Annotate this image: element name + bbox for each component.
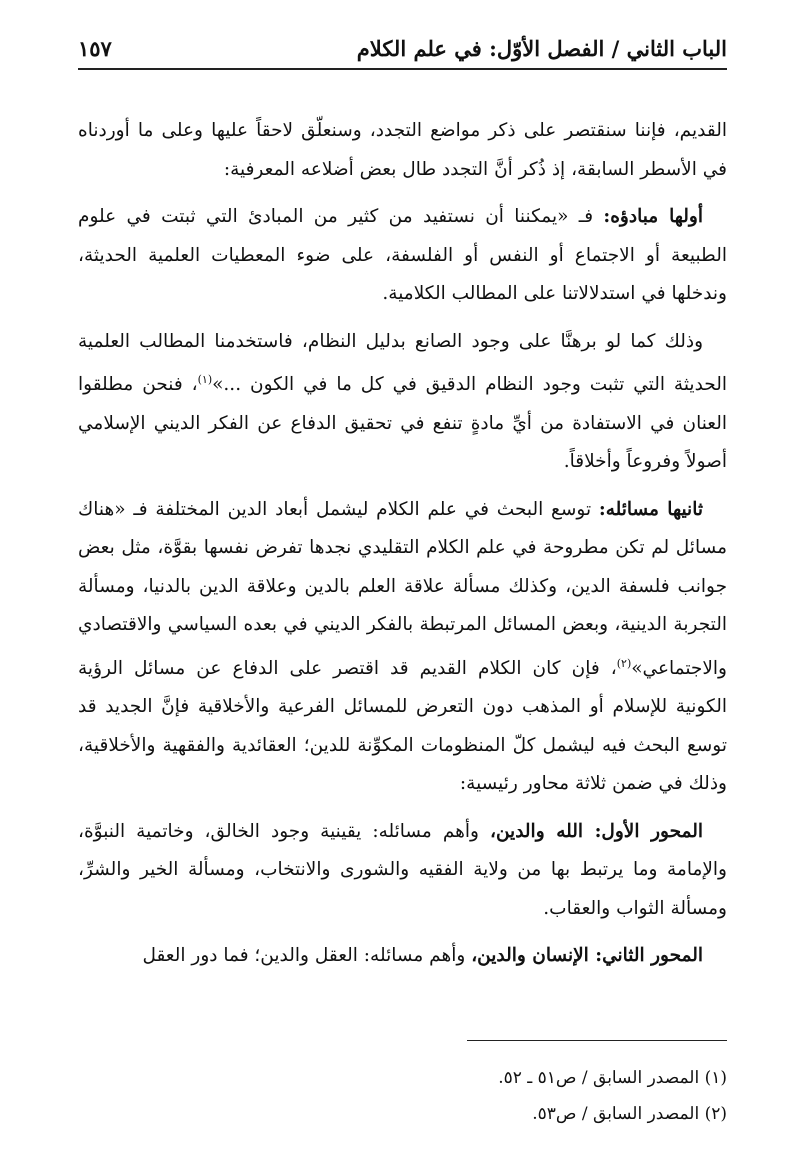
paragraph-6	[78, 937, 727, 976]
paragraph-4-text: توسع البحث في علم الكلام ليشمل أبعاد الدين المختلفة فـ «هناك مسائل لم تكن مطروحة في علم الكلام التقليدي نجدها تفرض نفسها بقوَّة، مثل بعض جوانب فلسفة الدين، وكذلك مسألة علاقة العلم بالدين وعلاقة الدين بالدنيا، ومسألة التجربة الدينية، وبعض المسائل المرتبطة بالفكر الديني في بعده السياسي والاقتصادي والاجتماعي»	[78, 498, 727, 679]
paragraph-2-text: فـ «يمكننا أن نستفيد من كثير من المبادئ التي ثبتت في علوم الطبيعة أو الاجتماع أو النفس أو الفلسفة، على ضوء المعطيات العلمية الحديثة، وندخلها في استدلالاتنا على المطالب الكلامية.	[78, 206, 727, 304]
paragraph-1	[78, 112, 727, 189]
paragraph-4	[78, 491, 727, 804]
page-number: ١٥٧	[78, 35, 112, 61]
main-text	[78, 112, 727, 985]
paragraph-5	[78, 813, 727, 929]
paragraph-4-lead: ثانيها مسائله:	[598, 498, 703, 520]
paragraph-4-tail: ، فإن كان الكلام القديم قد اقتصر على الدفاع عن مسائل الرؤية الكونية للإسلام أو المذهب دون التعرض للمسائل الفرعية والأخلاقية فإنَّ الجديد قد توسع البحث فيه ليشمل كلّ المنظومات المكوِّنة للدين؛ العقائدية والفقهية والأخلاقية، وذلك في ضمن ثلاثة محاور رئيسية:	[78, 657, 727, 795]
footnote-ref-1[interactable]: (١)	[197, 373, 213, 386]
paragraph-5-lead: المحور الأول: الله والدين،	[490, 820, 703, 842]
chapter-title: الباب الثاني / الفصل الأوّل: في علم الكلام	[356, 35, 727, 61]
paragraph-3-tail: ، فنحن مطلقوا العنان في الاستفادة من أيِّ مادةٍ تنفع في تحقيق الدفاع عن الفكر الديني الإسلامي أصولاً وفروعاً وأخلاقاً.	[78, 374, 727, 473]
paragraph-6-text: وأهم مسائله: العقل والدين؛ فما دور العقل	[142, 945, 472, 967]
paragraph-5-text: وأهم مسائله: يقينية وجود الخالق، وخاتمية النبوَّة، والإمامة وما يرتبط بها من ولاية الفقيه والشورى والانتخاب، ومسألة الخير والشرِّ، ومسألة الثواب والعقاب.	[78, 820, 727, 919]
footnote-1: (١) المصدر السابق / ص٥١ ـ ٥٢.	[498, 1068, 727, 1088]
paragraph-2-lead: أولها مبادؤه:	[603, 206, 703, 227]
running-header	[78, 28, 727, 70]
paragraph-3	[78, 323, 727, 482]
paragraph-6-lead: المحور الثاني: الإنسان والدين،	[471, 945, 703, 967]
footnote-2: (٢) المصدر السابق / ص٥٣.	[532, 1104, 727, 1124]
footnote-divider	[467, 1040, 727, 1041]
footnote-ref-2[interactable]: (٢)	[616, 656, 632, 670]
paragraph-3-text: وذلك كما لو برهنَّا على وجود الصانع بدليل النظام، فاستخدمنا المطالب العلمية الحديثة التي تثبت وجود النظام الدقيق في كل ما في الكون ...»	[78, 330, 727, 396]
paragraph-1-text: القديم، فإننا سنقتصر على ذكر مواضع التجدد، وسنعلّق لاحقاً عليها وعلى ما أوردناه في الأسطر السابقة، إذ ذُكر أنَّ التجدد طال بعض أضلاعه المعرفية:	[78, 120, 727, 180]
footnotes	[78, 1060, 727, 1132]
paragraph-2	[78, 198, 727, 314]
